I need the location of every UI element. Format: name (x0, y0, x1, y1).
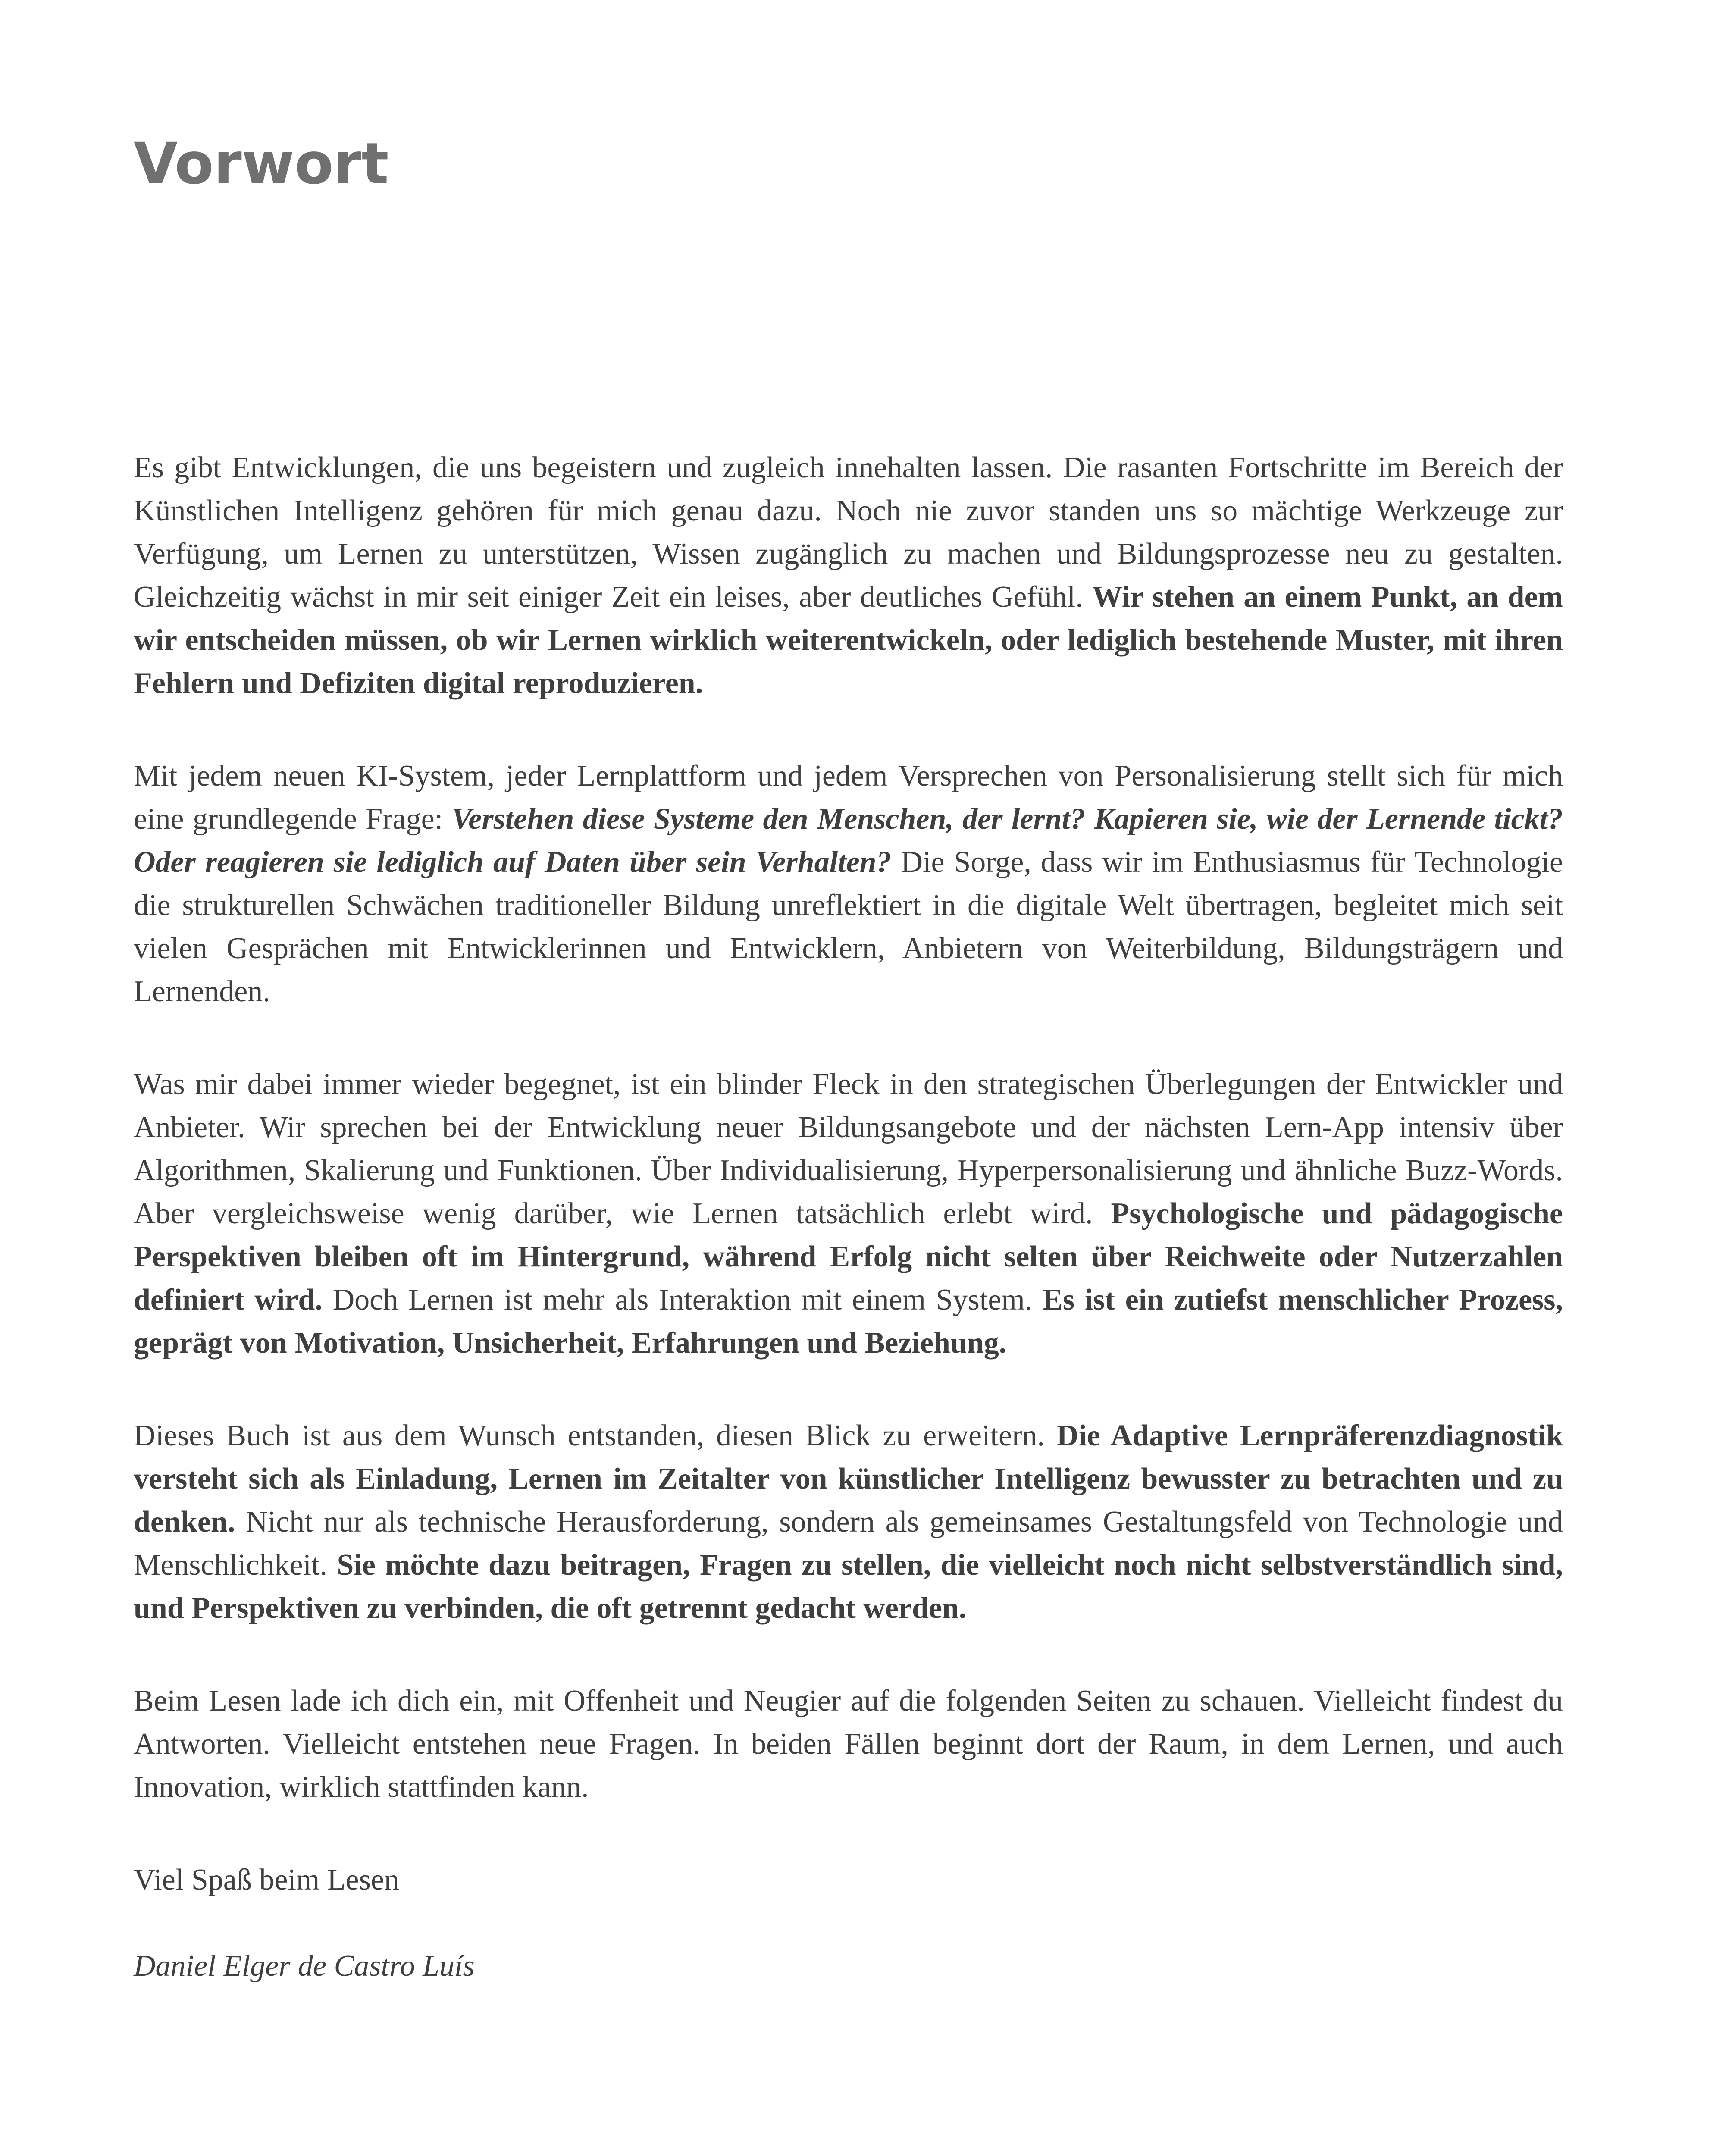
bold-text-run: Psychologische und pädagogische Perspektiven bleiben oft im Hintergrund, während Erfolg nicht selten über Reichweite oder Nutzerzahlen definiert wird. (134, 1197, 1563, 1316)
text-run: Was mir dabei immer wieder begegnet, ist ein blinder Fleck in den strategischen Überlegungen der Entwickler und Anbieter. Wir sprechen bei der Entwicklung neuer Bildungsangebote und der nächsten Lern-App intensiv über Algorithmen, Skalierung und Funktionen. Über Individualisierung, Hyperpersonalisierung und ähnliche Buzz-Words. Aber vergleichsweise wenig darüber, wie Lernen tatsächlich erlebt wird. (134, 1068, 1563, 1230)
bold-text-run: Es ist ein zutiefst menschlicher Prozess, geprägt von Motivation, Unsicherheit, Erfahrungen und Beziehung. (134, 1283, 1563, 1360)
bold-italic-text-run: Verstehen diese Systeme den Menschen, der lernt? Kapieren sie, wie der Lernende tickt? Oder reagieren sie lediglich auf Daten über sein Verhalten? (134, 802, 1563, 879)
bold-text-run: Sie möchte dazu beitragen, Fragen zu stellen, die vielleicht noch nicht selbstverständlich sind, und Perspektiven zu verbinden, die oft getrennt gedacht werden. (134, 1548, 1563, 1625)
bold-text-run: Wir stehen an einem Punkt, an dem wir entscheiden müssen, ob wir Lernen wirklich weiterentwickeln, oder lediglich bestehende Muster, mit ihren Fehlern und Defiziten digital reproduzieren. (134, 580, 1563, 700)
paragraph-2 (134, 755, 1563, 1013)
text-run: Mit jedem neuen KI-System, jeder Lernplattform und jedem Versprechen von Personalisierung stellt sich für mich eine grundlegende Frage: (134, 759, 1563, 836)
paragraph-4 (134, 1414, 1563, 1630)
paragraph-3 (134, 1063, 1563, 1365)
paragraph-5 (134, 1680, 1563, 1809)
paragraph-1 (134, 446, 1563, 705)
text-run: Doch Lernen ist mehr als Interaktion mit einem System. (322, 1283, 1043, 1316)
text-run: Beim Lesen lade ich dich ein, mit Offenheit und Neugier auf die folgenden Seiten zu schauen. Vielleicht findest du Antworten. Vielleicht entstehen neue Fragen. In beiden Fällen beginnt dort der Raum, in dem Lernen, und auch Innovation, wirklich stattfinden kann. (134, 1684, 1563, 1804)
bold-text-run: Die Adaptive Lernpräferenzdiagnostik versteht sich als Einladung, Lernen im Zeitalter von künstlicher Intelligenz bewusster zu betrachten und zu denken. (134, 1419, 1563, 1539)
page-title: Vorwort (134, 131, 389, 197)
text-run: Die Sorge, dass wir im Enthusiasmus für Technologie die strukturellen Schwächen traditioneller Bildung unreflektiert in die digitale Welt übertragen, begleitet mich seit vielen Gesprächen mit Entwicklerinnen und Entwicklern, Anbietern von Weiterbildung, Bildungsträgern und Lernenden. (134, 846, 1563, 1008)
text-run: Es gibt Entwicklungen, die uns begeistern und zugleich innehalten lassen. Die rasanten Fortschritte im Bereich der Künstlichen Intelligenz gehören für mich genau dazu. Noch nie zuvor standen uns so mächtige Werkzeuge zur Verfügung, um Lernen zu unterstützen, Wissen zugänglich zu machen und Bildungsprozesse neu zu gestalten. Gleichzeitig wächst in mir seit einiger Zeit ein leises, aber deutliches Gefühl. (134, 451, 1563, 614)
text-run: Nicht nur als technische Herausforderung, sondern als gemeinsames Gestaltungsfeld von Technologie und Menschlichkeit. (134, 1505, 1563, 1582)
closing-line: Viel Spaß beim Lesen (134, 1863, 399, 1896)
author-signature: Daniel Elger de Castro Luís (134, 1949, 475, 1983)
text-run: Dieses Buch ist aus dem Wunsch entstanden, diesen Blick zu erweitern. (134, 1419, 1057, 1452)
body-text (134, 446, 1563, 1988)
